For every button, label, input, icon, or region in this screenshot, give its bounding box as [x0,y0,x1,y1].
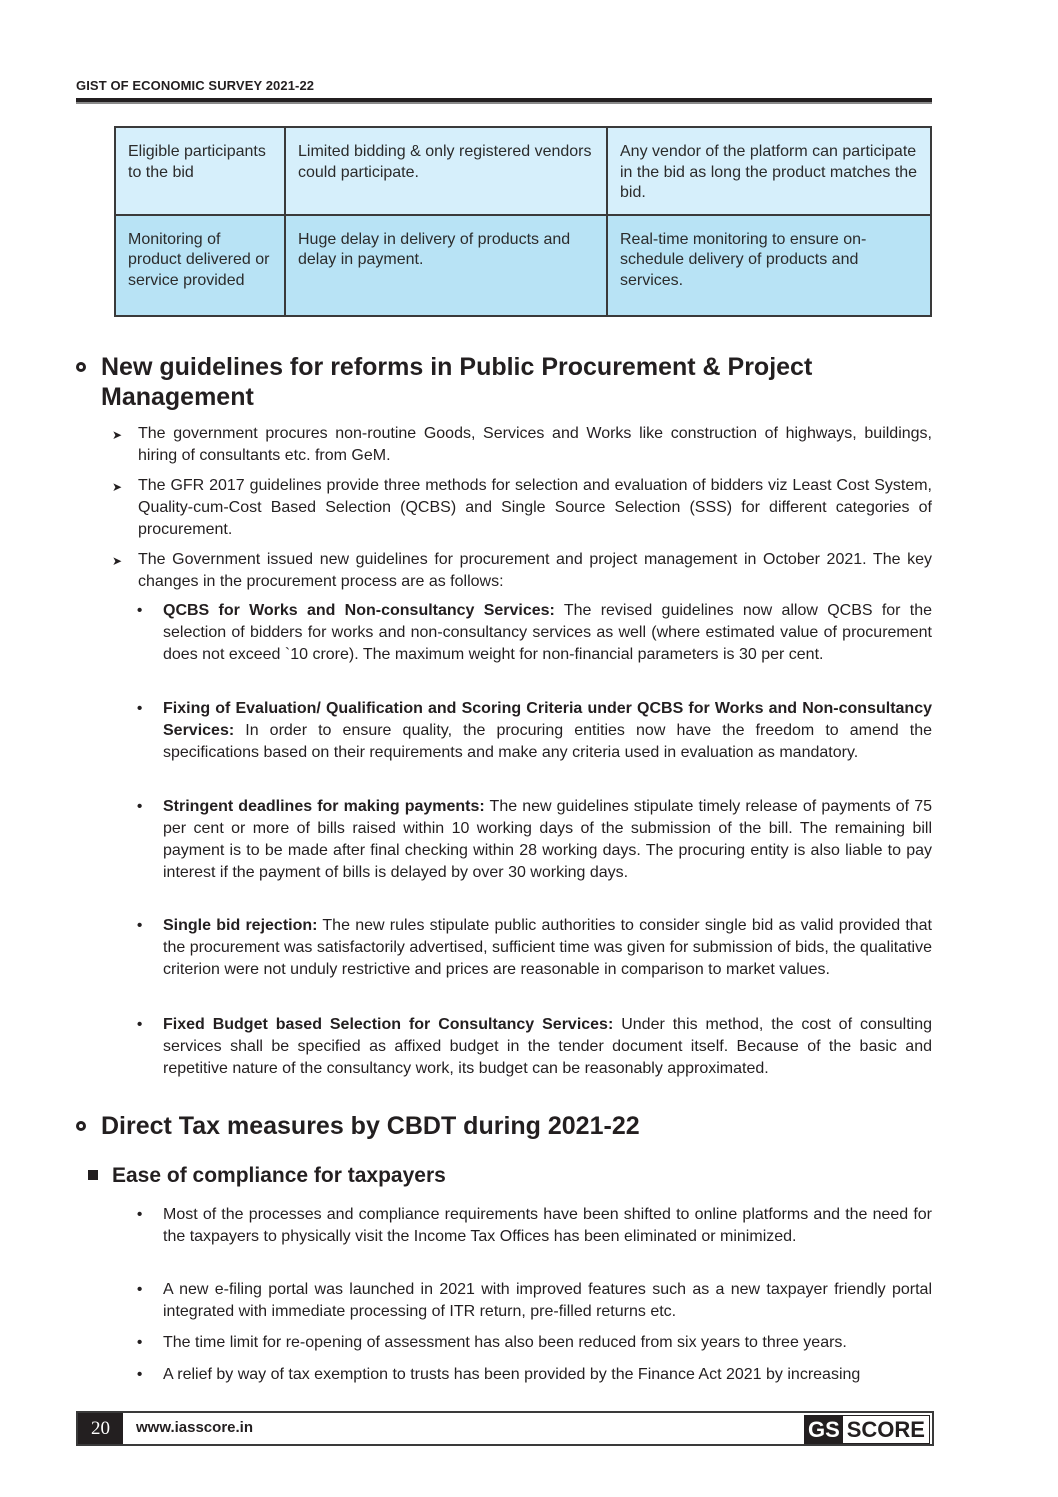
section-heading-procurement [76,352,812,412]
circle-bullet-icon [76,1121,86,1131]
page-footer [76,1411,934,1446]
dot-icon: • [137,1016,143,1033]
list-item: ➤ The Government issued new guidelines for procurement and project management in October 2021. The key changes in the procurement process are as follows: [112,551,932,590]
arrowhead-icon: ➤ [112,480,123,494]
item-label: Single bid rejection: [163,917,318,934]
website-link[interactable]: www.iasscore.in [136,1419,253,1436]
logo-gs: GS [805,1416,843,1443]
page-number: 20 [78,1413,123,1444]
heading-line-2: Management [101,383,254,411]
circle-bullet-icon [76,362,86,372]
list-item: • A new e-filing portal was launched in 2021 with improved features such as a new taxpayer friendly portal integrated with immediate processing of ITR return, pre-filled returns etc. [137,1281,932,1320]
list-item: • The time limit for re-opening of assessment has also been reduced from six years to three years. [163,1332,932,1354]
list-item: • Fixed Budget based Selection for Consultancy Services: Under this method, the cost of consulting services shall be specified as affixed budget in the tender document itself. Because of the basic and repetitive nature of the consultancy work, its budget can be reasonably approximated. [137,1016,932,1077]
list-item: • A relief by way of tax exemption to trusts has been provided by the Finance Act 2021 by increasing [163,1364,932,1386]
table-cell-feature: Monitoring of product delivered or service provided [115,215,285,316]
dot-icon: • [137,602,143,619]
list-item: • QCBS for Works and Non-consultancy Services: The revised guidelines now allow QCBS for the selection of bidders for works and non-consultancy services as well (where estimated value of procurement does not exceed `10 crore). The maximum weight for non-financial parameters is 30 per cent. [137,602,932,663]
logo-score: SCORE [843,1416,929,1443]
list-item: ➤ The government procures non-routine Goods, Services and Works like construction of highways, buildings, hiring of consultants etc. from GeM. [112,425,932,464]
dot-icon: • [137,798,143,815]
dot-icon: • [137,700,143,717]
table-cell-before: Limited bidding & only registered vendors could participate. [285,127,607,215]
item-label: Stringent deadlines for making payments: [163,798,485,815]
dot-icon: • [137,917,143,934]
table-row [115,215,931,316]
gs-score-logo [804,1415,930,1444]
dot-icon: • [137,1334,143,1351]
section-heading-direct-tax: Direct Tax measures by CBDT during 2021-22 [76,1111,640,1141]
square-icon [88,1170,98,1180]
dot-icon: • [137,1206,143,1223]
list-item: • Most of the processes and compliance requirements have been shifted to online platforms and the need for the taxpayers to physically visit the Income Tax Offices has been eliminated or minimized. [137,1206,932,1245]
arrowhead-icon: ➤ [112,554,123,568]
table-row [115,127,931,215]
dot-icon: • [137,1366,143,1383]
table-cell-after: Any vendor of the platform can participate in the bid as long the product matches the bid. [607,127,931,215]
subsection-heading: Ease of compliance for taxpayers [88,1164,446,1188]
table-cell-after: Real-time monitoring to ensure on-schedule delivery of products and services. [607,215,931,316]
heading-line-1: New guidelines for reforms in Public Procurement & Project [101,353,813,381]
arrowhead-icon: ➤ [112,428,123,442]
list-item: ➤ The GFR 2017 guidelines provide three methods for selection and evaluation of bidders viz Least Cost System, Quality-cum-Cost Based Selection (QCBS) and Single Source Selection (SSS) for different categories of procurement. [112,477,932,538]
item-label: Fixing of Evaluation/ Qualification and Scoring Criteria under QCBS for Works and Non-consultancy Services: [163,700,932,739]
item-label: Fixed Budget based Selection for Consultancy Services: [163,1016,614,1033]
comparison-table [114,126,932,317]
table-cell-feature: Eligible participants to the bid [115,127,285,215]
list-item: • Stringent deadlines for making payments: The new guidelines stipulate timely release of payments of 75 per cent or more of bills raised within 10 working days of the submission of the bill. The remaining bill payment is to be made after final checking within 28 working days. The procuring entity is also liable to pay interest if the payment of bills is delayed by over 30 working days. [137,798,933,881]
list-item: • Fixing of Evaluation/ Qualification and Scoring Criteria under QCBS for Works and Non-consultancy Services: In order to ensure quality, the procuring entities now have the freedom to amend the specifications based on their requirements and make any criteria used in evaluation as mandatory. [137,700,932,761]
running-title: GIST OF ECONOMIC SURVEY 2021-22 [76,78,315,93]
item-label: QCBS for Works and Non-consultancy Services: [163,602,555,619]
header-rule-secondary [76,102,932,104]
list-item: • Single bid rejection: The new rules stipulate public authorities to consider single bid as valid provided that the procurement was satisfactorily advertised, sufficient time was given for submission of bids, the qualitative criterion were not unduly restrictive and prices are reasonable in comparison to market values. [137,917,933,978]
dot-icon: • [137,1281,143,1298]
table-cell-before: Huge delay in delivery of products and delay in payment. [285,215,607,316]
